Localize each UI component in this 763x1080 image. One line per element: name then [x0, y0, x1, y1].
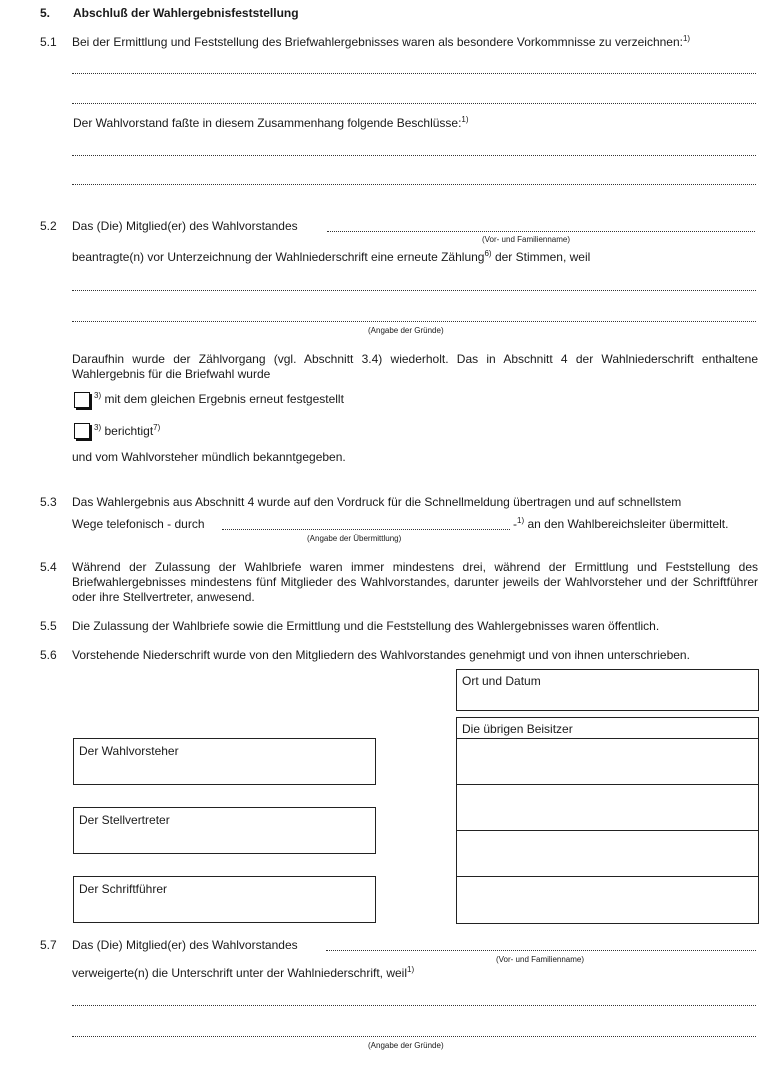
footnote-ref: 7): [153, 423, 161, 432]
footnote-ref: 6): [484, 249, 492, 258]
item-5-2-closing: und vom Wahlvorsteher mündlich bekanntgegeben.: [72, 450, 346, 464]
name-caption: (Vor- und Familienname): [496, 955, 585, 964]
option-same-result-checkbox[interactable]: [74, 392, 90, 408]
item-number-5-3: 5.3: [40, 495, 57, 509]
beisitzer-label: Die übrigen Beisitzer: [462, 722, 573, 736]
item-number-5-5: 5.5: [40, 619, 57, 633]
option-corrected-checkbox[interactable]: [74, 423, 90, 439]
fill-line[interactable]: [72, 1005, 756, 1006]
footnote-ref: 1): [461, 115, 469, 124]
item-number-5-2: 5.2: [40, 219, 57, 233]
schriftfuehrer-signature-field[interactable]: [73, 876, 376, 923]
name-fill-line[interactable]: [327, 231, 755, 232]
stellvertreter-label: Der Stellvertreter: [79, 813, 170, 827]
fill-line[interactable]: [72, 1036, 756, 1037]
footnote-ref: 3): [94, 391, 102, 400]
item-5-1-text: Bei der Ermittlung und Feststellung des Briefwahlergebnisses waren als besondere Vorkommnisse zu verzeichnen:$^{1)}$: [72, 34, 691, 49]
item-5-6-text: Vorstehende Niederschrift wurde von den Mitgliedern des Wahlvorstandes genehmigt und von ihnen unterschrieben.: [72, 648, 690, 662]
beisitzer-signature-row[interactable]: [457, 830, 758, 876]
item-5-4-text: Während der Zulassung der Wahlbriefe waren immer mindestens drei, während der Ermittlung und Feststellung des Briefwahlergebnisses mindestens fünf Mitglieder des Wahlvorstandes, darunter jeweils der Wahlvorsteher und der Schriftführer oder ihre Stellvertreter, anwesend.: [72, 560, 758, 604]
footnote-ref: 1): [517, 516, 525, 525]
section-number: 5.: [40, 6, 51, 20]
footnote-ref: 1): [407, 965, 415, 974]
reason-caption: (Angabe der Gründe): [368, 1041, 444, 1050]
item-number-5-1: 5.1: [40, 35, 57, 49]
schriftfuehrer-label: Der Schriftführer: [79, 882, 168, 896]
fill-line[interactable]: [72, 73, 756, 74]
item-5-3-line1: Das Wahlergebnis aus Abschnitt 4 wurde auf den Vordruck für die Schnellmeldung übertragen und auf schnellstem: [72, 495, 682, 509]
wahlvorsteher-signature-field[interactable]: [73, 738, 376, 785]
ort-datum-field[interactable]: [456, 669, 759, 711]
beisitzer-signature-row[interactable]: [457, 738, 758, 784]
fill-line[interactable]: [72, 321, 756, 322]
item-5-3-line2a: Wege telefonisch - durch: [72, 517, 205, 531]
ort-datum-label: Ort und Datum: [462, 674, 541, 688]
item-number-5-6: 5.6: [40, 648, 57, 662]
fill-line[interactable]: [72, 290, 756, 291]
item-5-2-text2: beantragte(n) vor Unterzeichnung der Wahlniederschrift eine erneute Zählung$^{6)}$ der Stimmen, weil: [72, 249, 591, 264]
fill-line[interactable]: [72, 155, 756, 156]
footnote-ref: 1): [682, 34, 691, 43]
wahlvorsteher-label: Der Wahlvorsteher: [79, 744, 179, 758]
beisitzer-signature-row[interactable]: [457, 876, 758, 922]
item-5-1-text2: Der Wahlvorstand faßte in diesem Zusammenhang folgende Beschlüsse:$^{1)}$: [73, 115, 469, 130]
reason-caption: (Angabe der Gründe): [368, 326, 444, 335]
item-number-5-7: 5.7: [40, 938, 57, 952]
item-5-7-text: Das (Die) Mitglied(er) des Wahlvorstandes: [72, 938, 298, 952]
item-5-3-line2b: -$^{1)}$ an den Wahlbereichsleiter übermittelt.: [513, 516, 729, 531]
transmission-fill-line[interactable]: [222, 529, 510, 530]
footnote-ref: 3): [94, 423, 102, 432]
fill-line[interactable]: [72, 184, 756, 185]
item-5-5-text: Die Zulassung der Wahlbriefe sowie die Ermittlung und die Feststellung des Wahlergebnisses waren öffentlich.: [72, 619, 660, 633]
item-5-2-paragraph: Daraufhin wurde der Zählvorgang (vgl. Abschnitt 3.4) wiederholt. Das in Abschnitt 4 der Wahlniederschrift enthaltene Wahlergebnis für die Briefwahl wurde: [72, 352, 758, 381]
beisitzer-signature-row[interactable]: [457, 784, 758, 830]
section-title: Abschluß der Wahlergebnisfeststellung: [73, 6, 299, 20]
item-5-2-text: Das (Die) Mitglied(er) des Wahlvorstandes: [72, 219, 298, 233]
stellvertreter-signature-field[interactable]: [73, 807, 376, 854]
fill-line[interactable]: [72, 103, 756, 104]
option-same-result-label: $^{3)}$ mit dem gleichen Ergebnis erneut festgestellt: [94, 391, 344, 406]
transmission-caption: (Angabe der Übermittlung): [307, 534, 402, 543]
beisitzer-table: [456, 717, 759, 924]
item-number-5-4: 5.4: [40, 560, 57, 574]
option-corrected-label: $^{3)}$ berichtigt$^{7)}$: [94, 423, 161, 438]
name-caption: (Vor- und Familienname): [482, 235, 571, 244]
name-fill-line[interactable]: [326, 950, 756, 951]
item-5-7-text2: verweigerte(n) die Unterschrift unter der Wahlniederschrift, weil$^{1)}$: [72, 965, 415, 980]
